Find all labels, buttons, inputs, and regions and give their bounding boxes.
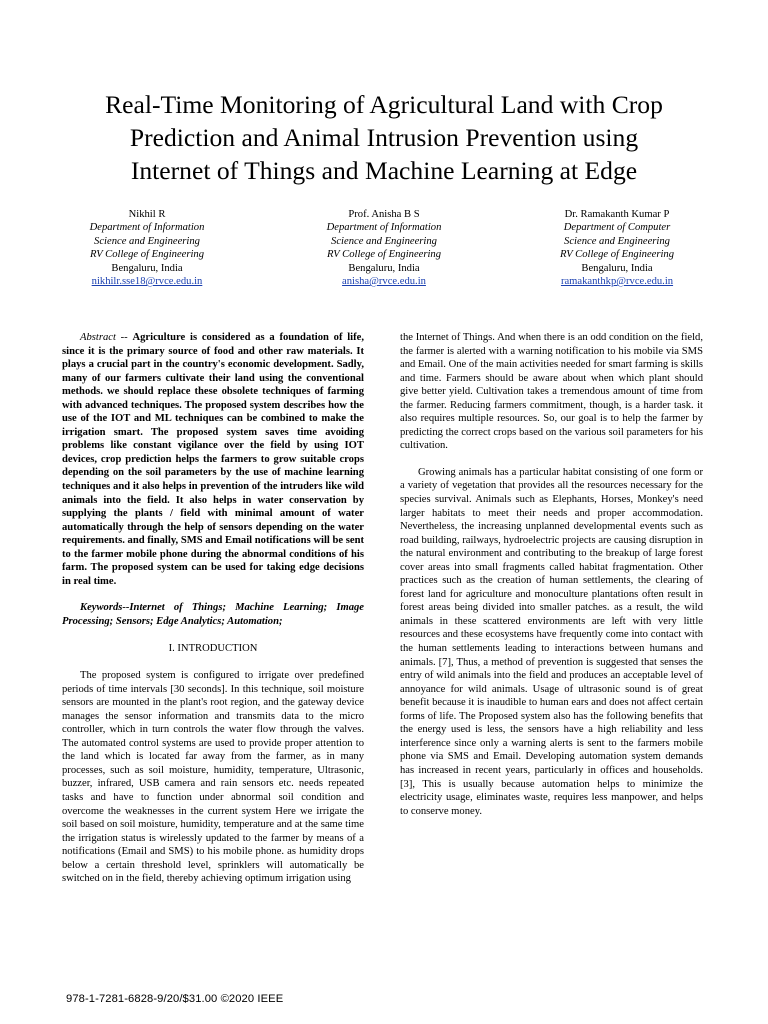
intro-paragraph-continued: the Internet of Things. And when there is an odd condition on the field, the farmer is alerted with a warning notification to his mobile via SMS and Email. One of the main activities needed for smart farming is skills and time. Farmers should be aware about when which plant should give better yield. Cultivation takes a tremendous amount of time from the farmer. Reducing farmers commitment, though, is a harder task. it also requires multiple resources. So, our goal is to help the farmer by predicting the correct crops based on the various soil parameters for his cultivation. — [400, 332, 703, 452]
author-department-cont: Science and Engineering — [94, 235, 200, 247]
author-block-2 — [284, 208, 484, 288]
author-email-link[interactable]: ramakanthkp@rvce.edu.in — [560, 276, 674, 288]
abstract — [62, 331, 364, 588]
author-name: Dr. Ramakanth Kumar P — [564, 209, 670, 220]
section-heading: I. INTRODUCTION — [168, 643, 258, 655]
title-line-3: Internet of Things and Machine Learning at Edge — [130, 156, 638, 185]
author-block-1 — [47, 208, 247, 288]
author-department: Department of Information — [326, 222, 442, 234]
author-email-link[interactable]: nikhilr.sse18@rvce.edu.in — [91, 276, 203, 288]
author-location: Bengaluru, India — [111, 262, 183, 274]
author-name: Nikhil R — [128, 209, 166, 220]
author-department-cont: Science and Engineering — [331, 235, 437, 247]
keywords: Keywords--Internet of Things; Machine Learning; Image Processing; Sensors; Edge Analytics; Automation; — [62, 602, 364, 627]
author-location: Bengaluru, India — [581, 262, 653, 274]
title-line-2: Prediction and Animal Intrusion Prevention using — [129, 123, 639, 152]
title-line-1: Real-Time Monitoring of Agricultural Land with Crop — [105, 90, 663, 119]
author-college: RV College of Engineering — [89, 249, 205, 261]
left-column — [62, 331, 364, 886]
author-block-3 — [517, 208, 717, 288]
author-location: Bengaluru, India — [348, 262, 420, 274]
copyright-footer: 978-1-7281-6828-9/20/$31.00 ©2020 IEEE — [66, 993, 284, 1005]
author-department: Department of Information — [89, 222, 205, 234]
author-email-link[interactable]: anisha@rvce.edu.in — [342, 276, 426, 288]
author-department: Department of Computer — [563, 222, 671, 234]
author-college: RV College of Engineering — [326, 249, 442, 261]
author-name: Prof. Anisha B S — [348, 209, 420, 220]
author-college: RV College of Engineering — [559, 249, 675, 261]
abstract-label: Abstract -- — [80, 332, 128, 343]
paper-title — [40, 88, 728, 187]
abstract-text: Agriculture is considered as a foundation of life, since it is the primary source of food and other raw materials. It plays a crucial part in the country's economic development. Sadly, many of our farmers cultivate their land using the conventional methods. we should replace these obsolete techniques of farming with advanced techniques. The proposed system describes how the use of the IOT and ML techniques can be combined to make the irrigation smart. The proposed system saves time avoiding problems like constant vigilance over the field by using IOT devices, crop prediction helps the farmers to grow suitable crops depending on the soil parameters by the use of machine learning techniques and it also helps in prevention of the intruders like wild animals into the field. It also helps in water conservation by supplying the plants / field with minimal amount of water automatically through the help of sensors depending on the water requirements. and finally, SMS and Email notifications will be sent to the farmer mobile phone during the abnormal conditions of his farm. The proposed system can be used for taking edge decisions in real time. — [62, 332, 364, 587]
right-column — [400, 331, 703, 818]
author-department-cont: Science and Engineering — [564, 235, 670, 247]
habitat-paragraph: Growing animals has a particular habitat consisting of one form or a variety of vegetation that provides all the resources necessary for the species survival. Animals such as Elephants, Horses, Monkey's need larger habitats to meet their needs and proper accommodation. Nevertheless, the increasing unplanned developmental events such as road building, railways, hydroelectric projects are causing disruption in the natural environment and contributing to the breakup of large forest cover areas into small fragments called habitat fragmentation. Other practices such as the creation of human settlements, the clearing of forest land for agriculture and monoculture plantations often result in forest areas being divided into smaller patches. as a result, the wild animals in these scattered environments are left with very little resources and these ecosystems have frequently come into contact with the human settlements leading to interactions between humans and animals. [7], Thus, a method of prevention is suggested that senses the entry of wild animals into the field and produces an acceptable level of annoyance for wild animals. Usage of ultrasonic sound is of great benefit because it is inaudible to human ears and does not affect certain forms of life. The Proposed system also has the following benefits that the energy used is less, the sensors have a high reliability and less interference since only a warning alerts is sent to the farmers mobile phone via SMS and Email. Developing automation system demands has increased in recent years, particularly in offices and households. [3], This is usually because automation helps to minimize the electricity usage, eliminates waste, requires less manpower, and helps to conserve money. — [400, 466, 703, 817]
intro-paragraph: The proposed system is configured to irrigate over predefined periods of time intervals [30 seconds]. In this technique, soil moisture sensors are mounted in the plant's root region, and the gateway device manages the sensor information and transmits data to the micro controller, which in turn controls the water flow through the valves. The automated control systems are used to provide proper attention to the land which is located far away from the farmer, as in many processes, such as soil moisture, humidity, temperature, Ultrasonic, buzzer, infrared, USB camera and rain sensors etc. needs repeated tasks and have to function under abnormal soil condition and overcome the weaknesses in the current system Here we irrigate the soil based on soil moisture, humidity, temperature and at the same time the irrigation status is wirelessly updated to the farmer by means of a notifications (Email and SMS) to his mobile phone. as humidity drops below a certain threshold level, sprinklers will automatically be switched on in the field, thereby achieving optimum irrigation using — [62, 670, 364, 885]
